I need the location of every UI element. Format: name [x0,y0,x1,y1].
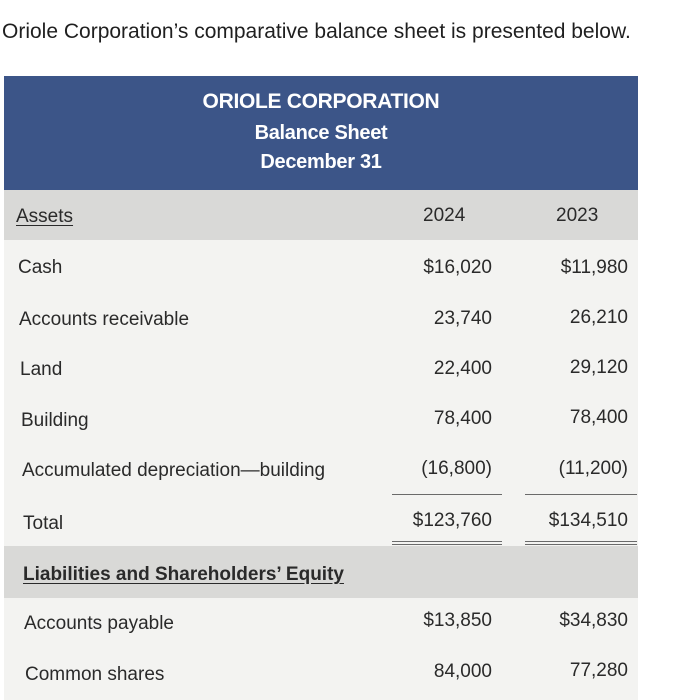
total-double-rule-2024-b [392,544,502,545]
building-2024: 78,400 [433,408,492,429]
row-label-cash: Cash [18,257,63,278]
table-header [4,76,638,190]
common-shares-2024: 84,000 [433,661,492,682]
accounts-payable-2023: $34,830 [559,610,628,631]
subtotal-rule-2024 [392,494,502,495]
total-double-rule-2023-a [525,541,637,542]
total-2023: $134,510 [548,510,628,531]
assets-heading: Assets [16,206,74,227]
common-shares-2023: 77,280 [569,660,628,681]
cash-2024: $16,020 [423,257,492,278]
total-double-rule-2024-a [392,541,502,542]
accounts-receivable-2023: 26,210 [569,307,628,328]
column-2023: 2023 [556,205,599,226]
row-label-total: Total [23,513,64,534]
company-name: ORIOLE CORPORATION [202,90,440,113]
subtotal-rule-2023 [525,494,637,495]
total-double-rule-2023-b [525,544,637,545]
statement-date: December 31 [260,151,382,173]
land-2024: 22,400 [433,358,492,379]
cash-2023: $11,980 [560,257,628,278]
liabilities-heading: Liabilities and Shareholders’ Equity [23,564,344,585]
column-2024: 2024 [423,205,466,226]
accumulated-depreciation-2023: (11,200) [558,458,628,479]
row-label-accounts-receivable: Accounts receivable [19,309,190,330]
row-label-land: Land [20,359,63,380]
statement-title: Balance Sheet [254,122,388,144]
accounts-payable-2024: $13,850 [423,610,492,631]
row-label-accounts-payable: Accounts payable [24,613,174,634]
balance-sheet-table [4,76,638,700]
accumulated-depreciation-2024: (16,800) [421,458,492,479]
land-2023: 29,120 [569,357,628,378]
assets-heading-row [4,190,638,240]
row-label-accumulated-depreciation: Accumulated depreciation—building [22,460,326,481]
row-label-building: Building [21,410,89,431]
row-label-common-shares: Common shares [25,664,165,685]
building-2023: 78,400 [569,407,628,428]
accounts-receivable-2024: 23,740 [433,308,492,329]
intro-text: Oriole Corporation’s comparative balance sheet is presented below. [2,20,631,43]
total-2024: $123,760 [412,510,492,531]
